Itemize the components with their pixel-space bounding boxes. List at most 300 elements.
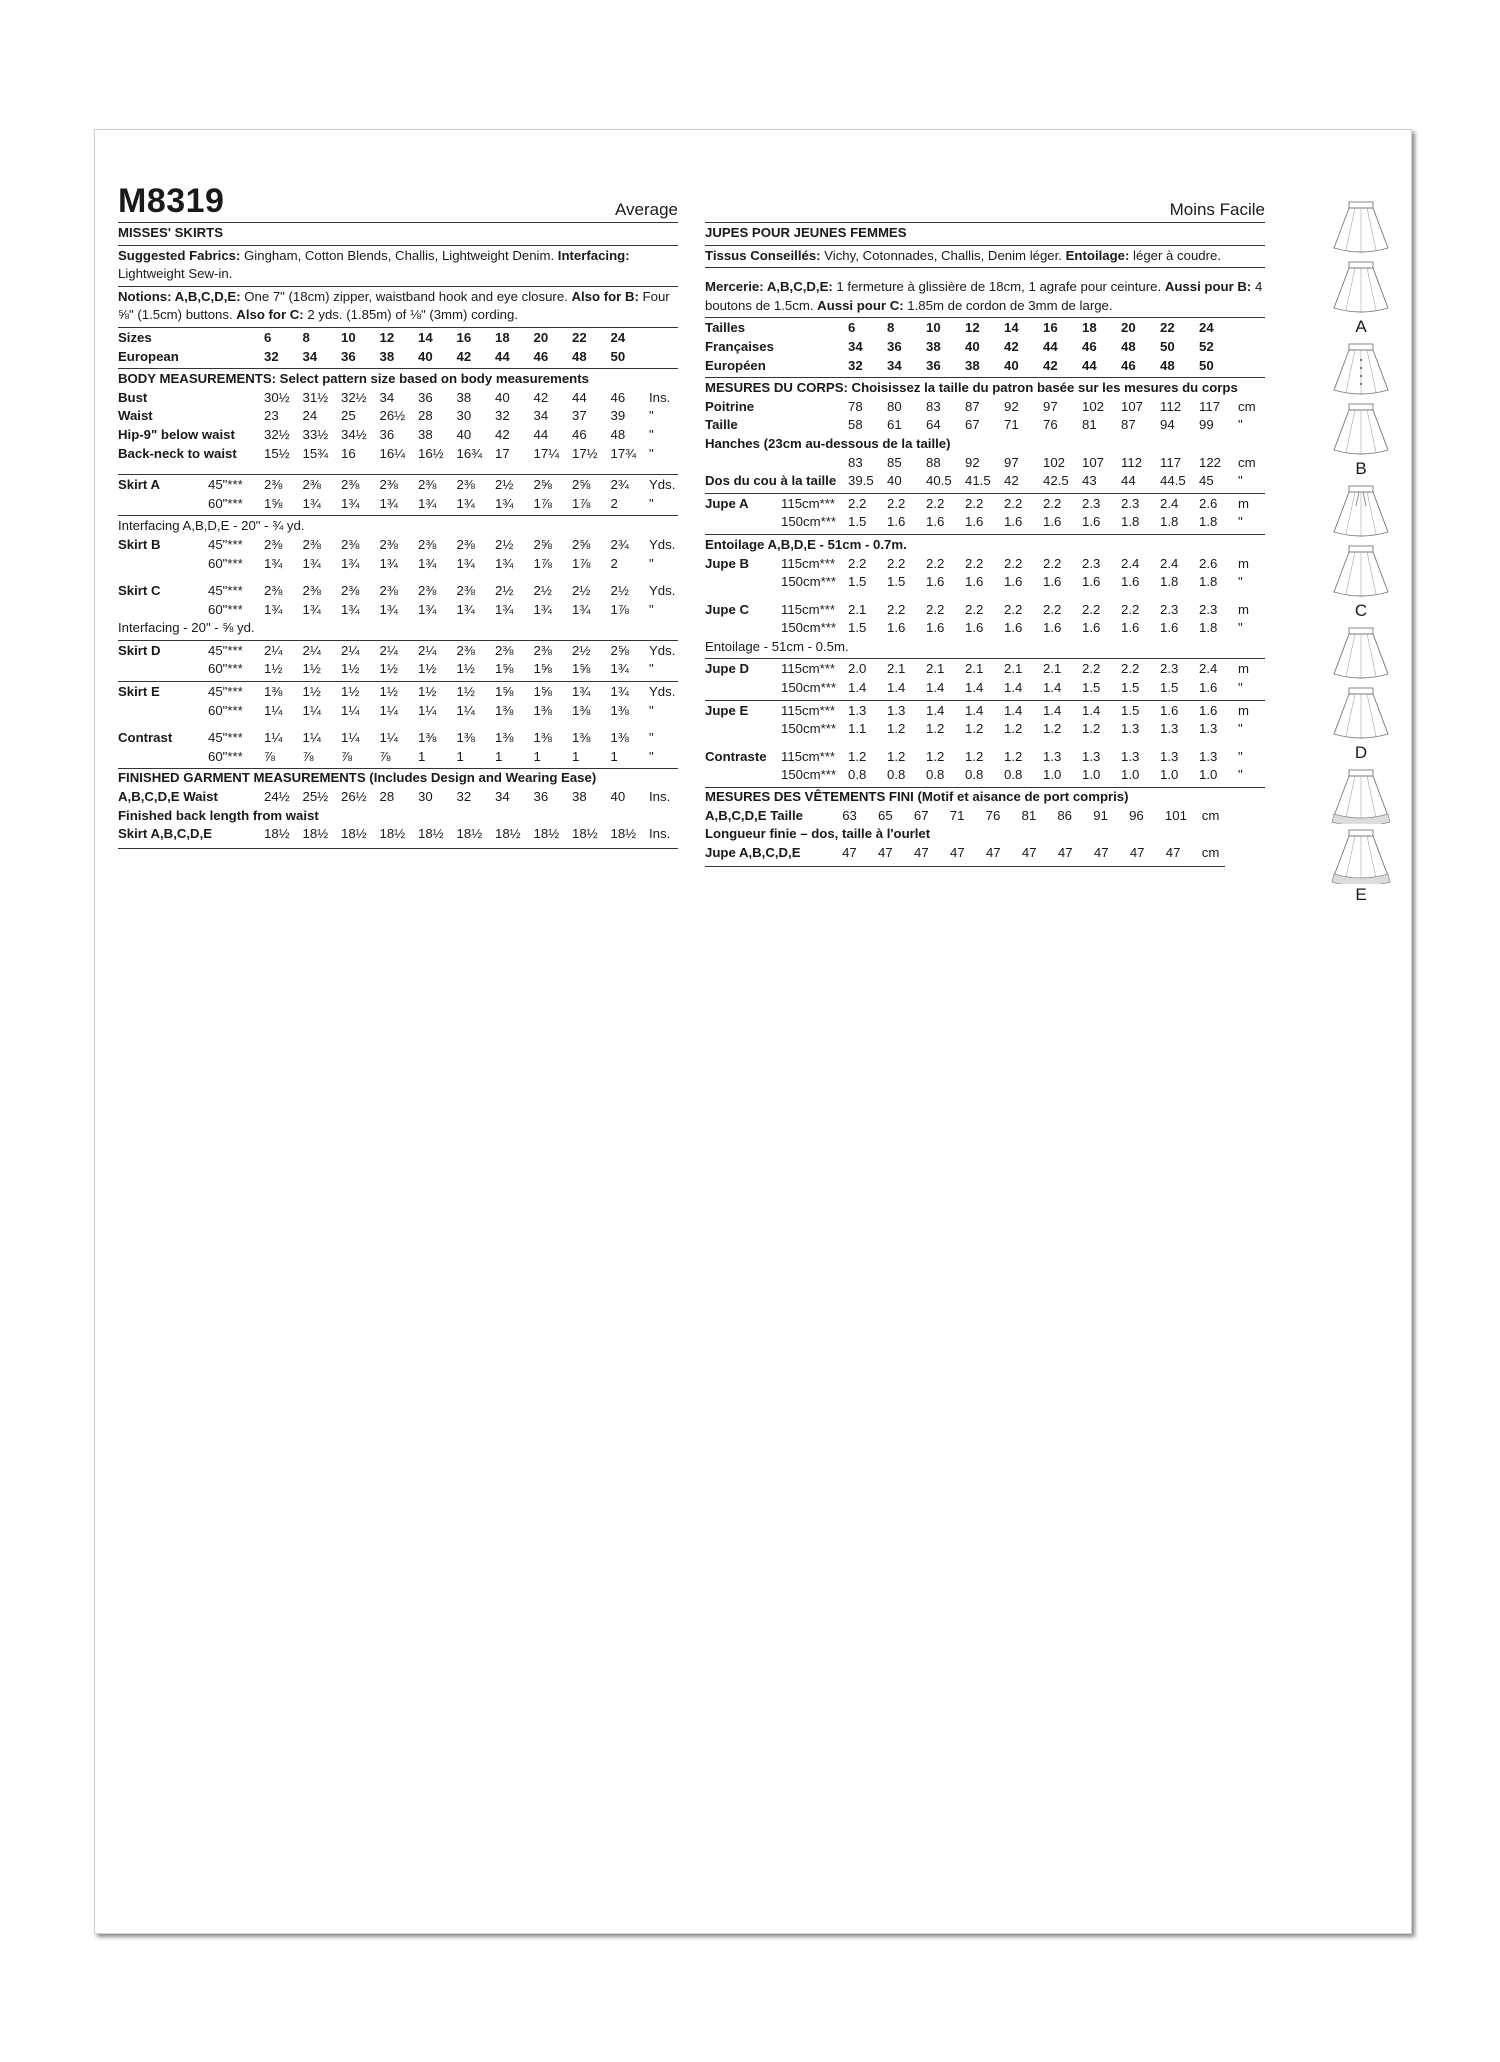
unit-label: "	[1238, 514, 1243, 530]
size-value: 44.5	[1160, 473, 1186, 489]
size-value: 94	[1160, 417, 1175, 433]
size-value: 91	[1093, 807, 1108, 823]
size-value: 1.2	[1004, 748, 1023, 764]
size-value: 18½	[341, 826, 367, 842]
size-value: 17¾	[610, 445, 637, 461]
size-value: 50	[1160, 338, 1175, 354]
fabric-width: 45"***	[208, 536, 243, 552]
notions	[118, 287, 678, 328]
fabric-width: 60"***	[208, 555, 243, 571]
size-value: 2⅜	[456, 642, 475, 658]
size-value: 2⅝	[610, 642, 629, 658]
size-value: 2.2	[1082, 661, 1101, 677]
size-value: 1.3	[1199, 748, 1218, 764]
size-value: 26½	[379, 408, 406, 424]
size-value: 2⅝	[572, 536, 591, 552]
fabric-width: 45"***	[208, 730, 243, 746]
size-value: 1	[533, 748, 541, 764]
size-value: 2.2	[1121, 601, 1140, 617]
size-value: 1¼	[456, 702, 475, 718]
size-value: 1	[456, 748, 464, 764]
size-value: 2¼	[302, 642, 321, 658]
size-value: 1.4	[887, 680, 906, 696]
size-value: 2.3	[1082, 555, 1101, 571]
size-value: 18½	[302, 826, 329, 842]
row-label: Skirt E	[118, 684, 160, 700]
english-header	[118, 130, 678, 223]
unit-label: "	[649, 601, 654, 617]
size-value: 1¾	[456, 555, 475, 571]
table-row	[118, 329, 673, 348]
size-value: 2⅜	[456, 583, 475, 599]
size-table	[118, 328, 678, 369]
row-label: Skirt C	[118, 583, 161, 599]
size-value: 18½	[264, 826, 290, 842]
notions-fr	[705, 268, 1265, 318]
size-value: 25½	[302, 789, 329, 805]
table-row	[118, 642, 675, 661]
fabric-width: 45"***	[208, 684, 243, 700]
size-value: 1.4	[1004, 680, 1023, 696]
size-value: 2.1	[848, 601, 867, 617]
size-value: 30½	[264, 389, 290, 405]
fabric-width: 115cm***	[781, 702, 835, 718]
fabric-width: 115cm***	[781, 601, 835, 617]
table-row	[705, 454, 1262, 473]
table-row	[705, 766, 1262, 785]
size-value: 2¾	[610, 536, 629, 552]
table-row	[705, 338, 1262, 357]
suggested-fabrics	[118, 246, 678, 287]
size-value: 1.3	[887, 702, 906, 718]
size-value: 1.6	[1160, 702, 1179, 718]
size-value: 1½	[341, 661, 360, 677]
unit-label: "	[649, 702, 654, 718]
table-row	[705, 398, 1262, 417]
size-value: 10	[926, 320, 941, 336]
size-value: 45	[1199, 473, 1214, 489]
size-value: 2.6	[1199, 495, 1218, 511]
size-value: 1.2	[965, 748, 984, 764]
also-b-text-fr: 4 boutons de 1.5cm.	[705, 279, 1263, 313]
size-value: 1¾	[264, 555, 283, 571]
size-value: 40	[887, 473, 902, 489]
size-value: 2.2	[926, 495, 945, 511]
size-value: 2.2	[1082, 601, 1101, 617]
table-row	[118, 536, 675, 555]
row-label	[118, 495, 208, 514]
row-label	[705, 766, 781, 785]
size-value: 1.5	[848, 620, 867, 636]
size-value: 18½	[533, 826, 560, 842]
size-value: 2⅜	[418, 536, 437, 552]
row-label	[705, 573, 781, 592]
size-value: 38	[418, 426, 433, 442]
size-value: 38	[379, 348, 395, 364]
size-value: 46	[1121, 357, 1136, 373]
size-value: 1.6	[1160, 620, 1179, 636]
table-row	[118, 476, 675, 495]
size-value: 63	[842, 807, 857, 823]
pattern-title-fr: JUPES POUR JEUNES FEMMES	[705, 223, 1265, 246]
size-value: 38	[456, 389, 472, 405]
size-value: 1¾	[418, 601, 437, 617]
size-value: 1.6	[887, 514, 906, 530]
view-label: D	[1354, 743, 1368, 762]
size-value: 1.4	[965, 702, 984, 718]
size-value: 87	[965, 398, 980, 414]
size-value: 1.6	[1082, 574, 1101, 590]
size-value: 28	[418, 408, 433, 424]
size-value: 1⅜	[495, 702, 514, 718]
table-row	[118, 702, 675, 721]
unit-label: Yds.	[649, 642, 676, 658]
size-value: 2½	[495, 536, 514, 552]
size-value: 1¼	[418, 702, 437, 718]
size-value: 1.8	[1199, 574, 1218, 590]
fabrics-label: Suggested Fabrics:	[118, 247, 241, 263]
size-value: 2.4	[1160, 555, 1179, 571]
unit-label: "	[649, 661, 654, 677]
size-value: 1¾	[572, 684, 591, 700]
size-value: 1⅝	[264, 495, 283, 511]
size-value: 1¾	[418, 555, 437, 571]
size-value: 42	[456, 348, 472, 364]
difficulty-level: Average	[614, 200, 678, 219]
size-value: 2⅜	[379, 536, 398, 552]
size-value: 1.6	[1043, 620, 1062, 636]
size-value: 1⅝	[533, 684, 552, 700]
size-value: 2.3	[1121, 495, 1140, 511]
pattern-title: MISSES' SKIRTS	[118, 223, 678, 246]
finished-title: FINISHED GARMENT MEASUREMENTS (Includes Design and Wearing Ease)	[118, 770, 597, 786]
unit-label: "	[1238, 620, 1243, 636]
fabric-width: 150cm***	[781, 620, 836, 636]
size-value: 78	[848, 398, 863, 414]
size-value: 1¾	[302, 555, 321, 571]
size-value: 1⅞	[572, 495, 591, 511]
size-value: 1.2	[926, 721, 945, 737]
size-value: 40	[965, 338, 980, 354]
row-label: Back-neck to waist	[118, 445, 237, 461]
table-row	[705, 416, 1262, 435]
size-value: 1.3	[1121, 748, 1140, 764]
unit-label: Yds.	[649, 536, 676, 552]
size-value: 1⅞	[572, 555, 591, 571]
size-value: 1½	[264, 661, 283, 677]
skirt-view-a-back	[1326, 256, 1396, 316]
table-row	[118, 407, 673, 426]
size-value: 15¾	[302, 445, 329, 461]
size-value: 1¼	[379, 730, 398, 746]
row-label: Taille	[705, 417, 738, 433]
size-value: 36	[379, 426, 395, 442]
size-value: 71	[949, 807, 965, 823]
size-value: 80	[887, 398, 902, 414]
size-value: 15½	[264, 445, 290, 461]
size-value: 36	[926, 357, 941, 373]
size-value: 1.6	[1043, 574, 1062, 590]
size-value: 1¾	[302, 495, 321, 511]
size-value: 1⅜	[264, 684, 283, 700]
table-row	[705, 702, 1262, 721]
size-value: 2⅝	[533, 477, 552, 493]
size-value: 16¾	[456, 445, 483, 461]
unit-label: cm	[1238, 454, 1256, 470]
size-value: 1¾	[533, 601, 552, 617]
size-value: 0.8	[887, 767, 906, 783]
size-value: 1.5	[1082, 680, 1101, 696]
size-value: 18½	[610, 826, 637, 842]
fabric-width: 115cm***	[781, 748, 835, 764]
row-label	[118, 702, 208, 721]
row-label: Bust	[118, 389, 148, 405]
size-value: 1½	[418, 684, 437, 700]
size-value: 2⅜	[264, 583, 283, 599]
size-value: 2.2	[965, 495, 984, 511]
size-value: 1⅜	[572, 730, 591, 746]
size-value: 1.3	[1160, 721, 1179, 737]
size-value: 48	[1160, 357, 1175, 373]
size-value: 47	[1129, 844, 1145, 860]
size-value: 42	[1004, 473, 1019, 489]
size-value: 2¼	[379, 642, 398, 658]
row-label: A,B,C,D,E Taille	[705, 807, 803, 823]
table-row	[118, 445, 673, 464]
notions-text: One 7" (18cm) zipper, waistband hook and eye closure.	[240, 288, 572, 304]
size-value: 38	[965, 357, 980, 373]
interfacing-text: Lightweight Sew-in.	[118, 266, 233, 282]
size-value: 1¼	[302, 702, 321, 718]
size-value: 1¼	[341, 702, 360, 718]
size-value: 1⅝	[495, 661, 514, 677]
table-row	[118, 683, 675, 702]
size-value: 47	[878, 844, 893, 860]
size-value: 2⅜	[495, 642, 514, 658]
size-value: 47	[1093, 844, 1109, 860]
unit-label: Yds.	[649, 684, 676, 700]
size-value: 1.3	[1199, 721, 1218, 737]
size-value: 30	[456, 408, 472, 424]
size-value: 1.0	[1199, 767, 1218, 783]
view-label: A	[1355, 317, 1367, 336]
size-value: 2¾	[610, 477, 629, 493]
size-value: 1.4	[1043, 702, 1062, 718]
size-value: 2.2	[926, 555, 945, 571]
size-value: 2.2	[1043, 495, 1062, 511]
size-value: 36	[341, 348, 356, 364]
size-value: 18½	[456, 826, 483, 842]
fabrics-text: Gingham, Cotton Blends, Challis, Lightweight Denim.	[240, 247, 558, 263]
size-value: 39	[610, 408, 626, 424]
unit-label: cm	[1201, 844, 1220, 860]
size-value: 102	[1043, 454, 1066, 470]
finished-measurements	[118, 769, 678, 848]
notions-label-fr: Mercerie: A,B,C,D,E:	[705, 279, 833, 295]
size-value: 38	[572, 789, 587, 805]
size-value: 2⅜	[341, 583, 360, 599]
interfacing-abde: Interfacing A,B,D,E - 20" - ¾ yd.	[118, 518, 305, 534]
size-value: 2.4	[1121, 555, 1140, 571]
size-value: 44	[572, 389, 587, 405]
size-value: 2⅜	[302, 477, 321, 493]
size-value: 47	[949, 844, 965, 860]
size-value: 2⅜	[456, 536, 475, 552]
size-value: 1¾	[610, 684, 629, 700]
size-value: 2.1	[1004, 661, 1023, 677]
unit-label: "	[649, 730, 654, 746]
size-value: 2.2	[1043, 601, 1062, 617]
unit-label: m	[1238, 702, 1249, 718]
size-value: 2.2	[848, 495, 867, 511]
size-value: 1.2	[887, 748, 906, 764]
table-row	[118, 555, 675, 574]
size-value: 83	[848, 454, 863, 470]
row-label: Françaises	[705, 338, 774, 354]
size-value: 117	[1160, 454, 1182, 470]
size-value: 20	[533, 329, 549, 345]
fabric-width: 60"***	[208, 702, 243, 718]
skirt-e-yardage	[118, 682, 678, 769]
size-value: 1½	[341, 684, 360, 700]
finished-measurements-fr	[705, 788, 1225, 867]
size-value: 112	[1121, 454, 1143, 470]
size-value: 34½	[341, 426, 367, 442]
table-row	[705, 495, 1262, 514]
size-value: 26½	[341, 789, 367, 805]
size-value: 2⅜	[418, 477, 437, 493]
size-value: 37	[572, 408, 587, 424]
size-value: 24	[1199, 320, 1214, 336]
size-value: 1¾	[495, 495, 514, 511]
size-value: 2¼	[418, 642, 437, 658]
fabric-width: 45"***	[208, 583, 243, 599]
size-table-fr	[705, 318, 1265, 378]
size-value: 17	[495, 445, 510, 461]
unit-label	[649, 348, 673, 367]
row-label: Jupe B	[705, 555, 749, 571]
size-value: 1⅜	[456, 730, 475, 746]
size-value: 2¼	[264, 642, 283, 658]
row-label: Jupe A,B,C,D,E	[705, 844, 801, 860]
size-value: 34	[379, 389, 395, 405]
size-value: 65	[878, 807, 893, 823]
size-value: 2.3	[1160, 601, 1179, 617]
size-value: 1⅜	[610, 702, 629, 718]
size-value: 1.5	[1121, 702, 1140, 718]
interfacing-c: Interfacing - 20" - ⅝ yd.	[118, 620, 255, 636]
unit-label	[1238, 338, 1262, 357]
size-value: 1½	[302, 661, 321, 677]
size-value: 1.0	[1121, 767, 1140, 783]
size-value: 96	[1129, 807, 1144, 823]
size-value: 18½	[418, 826, 444, 842]
table-row	[705, 660, 1262, 679]
size-value: 16	[341, 445, 356, 461]
size-value: 1.2	[1082, 721, 1101, 737]
size-value: 2.2	[1004, 601, 1023, 617]
row-label	[705, 454, 848, 473]
size-value: 42	[495, 426, 510, 442]
size-value: 18½	[379, 826, 406, 842]
unit-label: "	[649, 408, 654, 424]
size-value: 34	[533, 408, 549, 424]
size-value: 1.6	[1004, 620, 1023, 636]
size-value: 0.8	[1004, 767, 1023, 783]
size-value: 1.6	[926, 514, 945, 530]
size-value: 2⅜	[533, 642, 552, 658]
size-value: 1¾	[264, 601, 283, 617]
also-c-label-fr: Aussi pour C:	[817, 297, 904, 313]
skirt-a-yardage	[118, 475, 678, 516]
pattern-number: M8319	[118, 182, 225, 220]
size-value: 1.5	[848, 514, 867, 530]
row-label: Dos du cou à la taille	[705, 473, 837, 489]
size-value: 71	[1004, 417, 1019, 433]
size-value: 42	[1004, 338, 1019, 354]
skirt-d-yardage	[118, 641, 678, 682]
row-label	[118, 555, 208, 574]
size-value: 1.2	[848, 748, 867, 764]
size-value: 1.4	[1082, 702, 1101, 718]
size-value: 76	[1043, 417, 1058, 433]
size-value: 1⅜	[610, 730, 629, 746]
fabric-width: 60"***	[208, 661, 243, 677]
size-value: 1.6	[1199, 680, 1218, 696]
size-value: 1.0	[1082, 767, 1101, 783]
also-b-text: Four ⅝" (1.5cm) buttons.	[118, 288, 670, 323]
unit-label: cm	[1201, 807, 1220, 823]
size-value: 2.2	[887, 555, 906, 571]
size-value: 1¾	[379, 495, 398, 511]
size-value: 1.8	[1160, 514, 1179, 530]
size-value: 2½	[495, 477, 514, 493]
size-value: 2	[610, 555, 618, 571]
size-value: 28	[379, 789, 395, 805]
size-value: 1.6	[887, 620, 906, 636]
size-value: 0.8	[926, 767, 945, 783]
size-value: 2½	[572, 583, 591, 599]
size-value: 24	[610, 329, 626, 345]
size-value: 36	[418, 389, 433, 405]
view-label: E	[1355, 885, 1367, 904]
fabrics-label-fr: Tissus Conseillés:	[705, 247, 821, 263]
row-label: Poitrine	[705, 398, 755, 414]
size-value: 2.1	[965, 661, 984, 677]
size-value: 34	[495, 789, 510, 805]
unit-label: "	[1238, 721, 1243, 737]
size-value: 48	[1121, 338, 1136, 354]
size-value: 1.6	[1004, 514, 1023, 530]
size-value: 1¾	[572, 601, 591, 617]
fabric-width: 60"***	[208, 495, 243, 511]
size-value: 40	[418, 348, 433, 364]
fabric-width: 115cm***	[781, 555, 835, 571]
size-value: 47	[914, 844, 929, 860]
size-value: 2⅝	[572, 477, 591, 493]
size-value: 1.3	[1121, 721, 1140, 737]
size-value: ⅞	[302, 748, 314, 764]
size-value: 1.6	[1121, 574, 1140, 590]
size-value: 81	[1021, 807, 1037, 823]
size-value: 2⅜	[418, 583, 437, 599]
size-value: 1.4	[1043, 680, 1062, 696]
size-value: 1.6	[1121, 620, 1140, 636]
size-value: 1⅜	[533, 730, 552, 746]
size-value: 40	[495, 389, 510, 405]
jupe-d-yardage	[705, 659, 1265, 700]
table-row	[118, 426, 673, 445]
